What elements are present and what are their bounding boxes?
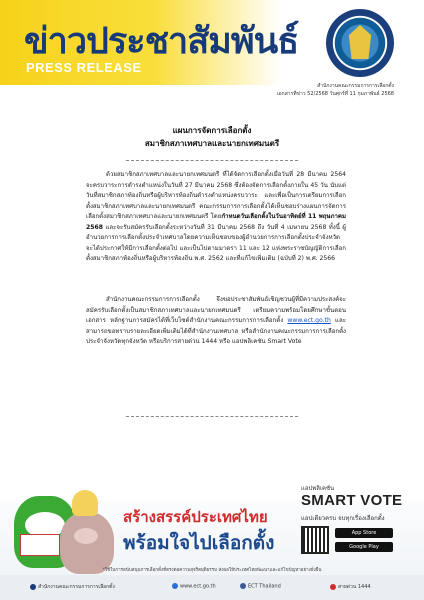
app-store-badge[interactable]: App Store <box>335 528 393 538</box>
office-reference <box>277 82 394 98</box>
reference-number: เอกสารที่ข่าว 52/2568 วันศุกร์ที่ 11 กุมภาพันธ์ 2568 <box>276 91 394 97</box>
seal-emblem-icon <box>346 25 374 59</box>
divider <box>126 160 298 161</box>
ect-logo-icon <box>30 584 36 590</box>
slogan-line-1: สร้างสรรค์ประเทศไทย <box>123 508 268 526</box>
header-subtitle: PRESS RELEASE <box>26 60 142 75</box>
phone-icon <box>330 584 336 590</box>
footer-hotline-label: สายด่วน 1444 <box>338 584 371 590</box>
app-label: แอปพลิเคชัน <box>301 485 335 492</box>
footer-web[interactable] <box>172 583 216 590</box>
app-tagline: แอปเดียวครบ จบทุกเรื่องเลือกตั้ง <box>301 515 385 522</box>
footer-org-label: สำนักงานคณะกรรมการการเลือกตั้ง <box>38 584 115 590</box>
google-play-badge[interactable]: Google Play <box>335 542 393 552</box>
paragraph-2 <box>86 295 346 348</box>
footer-hotline[interactable] <box>330 583 371 591</box>
qr-code-icon[interactable] <box>301 526 329 554</box>
app-name: SMART VOTE <box>301 492 403 509</box>
footer-facebook[interactable] <box>240 583 281 590</box>
headline-line-2: สมาชิกสภาเทศบาลและนายกเทศมนตรี <box>144 139 280 148</box>
footer-web-label: www.ect.go.th <box>180 583 216 590</box>
press-header <box>0 0 424 110</box>
footer-fb-label: ECT Thailand <box>248 583 281 590</box>
divider <box>126 416 298 417</box>
election-date: กำหนดวันเลือกตั้งในวันอาทิตย์ที่ 11 พฤษภาคม 2568 <box>86 213 346 231</box>
p1-text-a: ด้วยสมาชิกสภาเทศบาลและนายกเทศมนตรี ที่ได้จัดการเลือกตั้งเมื่อวันที่ 28 มีนาคม 2564 จะครบวาระการดำรงตำแหน่งในวันที่ 27 มีนาคม 2568 ซึ่งต้องจัดการเลือกตั้งภายใน 45 วัน นับแต่วันที่สมาชิกสภาท้องถิ่นหรือผู้บริหารท้องถิ่นดำรงตำแหน่งครบวาระ และเพื่อเป็นการเตรียมการเลือกตั้งสมาชิกสภาเทศบาลและนายกเทศมนตรี คณะกรรมการการเลือกตั้งได้เห็นชอบร่างแผนการจัดการเลือกตั้งสมาชิกสภาเทศบาลและนายกเทศมนตรี โดย <box>86 171 346 220</box>
p1-text-b: และจะรับสมัครรับเลือกตั้งระหว่างวันที่ 31 มีนาคม 2568 ถึง วันที่ 4 เมษายน 2568 ทั้งนี้ ผู้อำนวยการการเลือกตั้งประจำเทศบาลโดยความเห็นชอบของผู้อำนวยการการเลือกตั้งประจำจังหวัด จะได้ประกาศให้มีการเลือกตั้งต่อไป และเป็นไปตามมาตรา 11 และ 12 แห่งพระราชบัญญัติการเลือกตั้งสมาชิกสภาท้องถิ่นหรือผู้บริหารท้องถิ่น พ.ศ. 2562 และที่แก้ไขเพิ่มเติม (ฉบับที่ 2) พ.ศ. 2566 <box>86 223 346 262</box>
mascot-hat-icon <box>72 490 98 516</box>
headline-line-1: แผนการจัดการเลือกตั้ง <box>172 126 252 135</box>
footer-org <box>30 583 115 591</box>
office-name: สำนักงานคณะกรรมการการเลือกตั้ง <box>317 83 394 89</box>
paragraph-1 <box>86 170 346 265</box>
footer-bar <box>0 575 424 600</box>
ballot-icon <box>20 534 60 556</box>
facebook-icon <box>240 583 246 589</box>
slogan-line-2: พร้อมใจไปเลือกตั้ง <box>123 532 275 554</box>
disclaimer: *ใช้ในการสนับสนุนการเลือกตั้งที่ตรงต่อความสุจริตยุติธรรม ส่งผลให้ประเทศไทยพัฒนาและแก้ไขปัญหาอย่างยั่งยืน <box>102 568 322 573</box>
ect-seal-logo <box>326 9 394 77</box>
header-title: ข่าวประชาสัมพันธ์ <box>24 21 299 62</box>
p2-text-a: สำนักงานคณะกรรมการการเลือกตั้ง จึงขอประชาสัมพันธ์เชิญชวนผู้ที่มีความประสงค์จะสมัครรับเลือกตั้งเป็นสมาชิกสภาเทศบาลและนายกเทศมนตรี เตรียมความพร้อมโดยศึกษาขั้นตอน เอกสาร หลักฐานการสมัครได้ที่เว็บไซต์สำนักงานคณะกรรมการการเลือกตั้ง <box>86 296 346 324</box>
globe-icon <box>172 583 178 589</box>
pink-mascot-face <box>74 528 98 544</box>
website-link[interactable]: www.ect.go.th <box>287 317 331 324</box>
p2-text-b: และสามารถขอทราบรายละเอียดเพิ่มเติมได้ที่สำนักงานเทศบาล หรือสำนักงานคณะกรรมการการเลือกตั้งประจำจังหวัดทุกจังหวัด หรือบริการสายด่วน 1444 หรือ แอปพลิเคชัน Smart Vote <box>86 317 346 345</box>
